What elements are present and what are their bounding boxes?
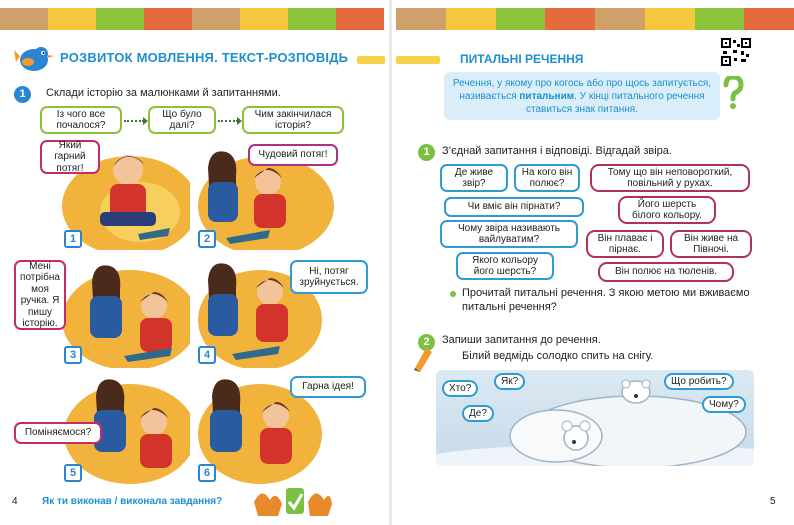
question-word-bubble: Чому? bbox=[702, 396, 746, 413]
answer-bubble: Він полює на тюленів. bbox=[598, 262, 734, 282]
dotted-arrow bbox=[218, 120, 238, 122]
question-word-bubble: Де? bbox=[462, 405, 494, 422]
question-bubble: Чи вміє він пірнати? bbox=[444, 197, 584, 217]
question-word-bubble: Що робить? bbox=[664, 373, 734, 390]
question-bubble: Чим закінчилася історія? bbox=[242, 106, 344, 134]
page-gutter bbox=[389, 0, 392, 525]
rule-term: питальним bbox=[519, 91, 575, 102]
picture-number: 1 bbox=[64, 230, 82, 248]
question-word-bubble: Хто? bbox=[442, 380, 478, 397]
question-mark-icon bbox=[722, 76, 744, 110]
strip-segment bbox=[144, 8, 192, 30]
strip-segment bbox=[0, 8, 48, 30]
self-assessment-icons bbox=[252, 482, 332, 518]
title-accent-bar bbox=[357, 56, 385, 64]
strip-segment bbox=[96, 8, 144, 30]
rule-box bbox=[444, 72, 720, 120]
strip-segment bbox=[595, 8, 645, 30]
rule-text: Речення, у якому про когось або про щось запитується, називається bbox=[452, 78, 712, 102]
dotted-arrow bbox=[124, 120, 144, 122]
page-title: РОЗВИТОК МОВЛЕННЯ. ТЕКСТ-РОЗПОВІДЬ bbox=[60, 50, 349, 65]
strip-segment bbox=[288, 8, 336, 30]
task-instruction: Запиши запитання до речення. bbox=[442, 334, 601, 346]
color-strip-left bbox=[0, 8, 384, 30]
question-bubble: На кого він полює? bbox=[514, 164, 580, 192]
page-number-right: 5 bbox=[770, 496, 776, 507]
answer-bubble: Він живе на Півночі. bbox=[670, 230, 752, 258]
bird-mascot-icon bbox=[14, 42, 54, 76]
strip-segment bbox=[496, 8, 546, 30]
picture-number: 6 bbox=[198, 464, 216, 482]
speech-bubble: Який гарний потяг! bbox=[40, 140, 100, 174]
strip-segment bbox=[336, 8, 384, 30]
task-number: 1 bbox=[418, 144, 435, 161]
picture-number: 4 bbox=[198, 346, 216, 364]
strip-segment bbox=[545, 8, 595, 30]
strip-segment bbox=[48, 8, 96, 30]
subtask-text: Прочитай питальні речення. З якою метою ми вживаємо питальні речення? bbox=[462, 287, 750, 314]
speech-bubble: Ні, потяг зруйнується. bbox=[290, 260, 368, 294]
page-title: ПИТАЛЬНІ РЕЧЕННЯ bbox=[460, 52, 584, 66]
task-number: 1 bbox=[14, 86, 31, 103]
page-number-left: 4 bbox=[12, 496, 18, 507]
speech-bubble: Поміняємося? bbox=[14, 422, 102, 444]
answer-bubble: Він плаває і пірнає. bbox=[586, 230, 664, 258]
task-instruction: З’єднай запитання і відповіді. Відгадай звіра. bbox=[442, 145, 672, 157]
bullet-icon bbox=[450, 291, 456, 297]
speech-bubble: Мені потрібна моя ручка. Я пишу історію. bbox=[14, 260, 66, 330]
speech-bubble: Чудовий потяг! bbox=[248, 144, 338, 166]
self-assessment-question: Як ти виконав / виконала завдання? bbox=[42, 496, 223, 507]
picture-number: 3 bbox=[64, 346, 82, 364]
task-sentence: Білий ведмідь солодко спить на снігу. bbox=[462, 350, 654, 362]
strip-segment bbox=[645, 8, 695, 30]
answer-bubble: Тому що він неповороткий, повільний у рухах. bbox=[590, 164, 750, 192]
task-number: 2 bbox=[418, 334, 435, 351]
qr-code-icon bbox=[721, 38, 751, 66]
task-instruction: Склади історію за малюнками й запитаннями. bbox=[46, 87, 281, 99]
strip-segment bbox=[240, 8, 288, 30]
color-strip-right bbox=[396, 8, 794, 30]
speech-bubble: Гарна ідея! bbox=[290, 376, 366, 398]
question-bubble: Де живе звір? bbox=[440, 164, 508, 192]
strip-segment bbox=[192, 8, 240, 30]
title-accent-bar bbox=[396, 56, 440, 64]
strip-segment bbox=[744, 8, 794, 30]
question-word-bubble: Як? bbox=[494, 373, 525, 390]
question-bubble: Що було далі? bbox=[148, 106, 216, 134]
strip-segment bbox=[446, 8, 496, 30]
picture-number: 5 bbox=[64, 464, 82, 482]
question-bubble: Якого кольору його шерсть? bbox=[456, 252, 554, 280]
pencil-icon bbox=[410, 344, 434, 372]
strip-segment bbox=[396, 8, 446, 30]
answer-bubble: Його шерсть білого кольору. bbox=[618, 196, 716, 224]
question-bubble: Чому звіра називають вайлуватим? bbox=[440, 220, 578, 248]
rule-text: . У кінці питального речення ставиться знак питання. bbox=[525, 91, 705, 115]
picture-number: 2 bbox=[198, 230, 216, 248]
question-bubble: Із чого все почалося? bbox=[40, 106, 122, 134]
strip-segment bbox=[695, 8, 745, 30]
